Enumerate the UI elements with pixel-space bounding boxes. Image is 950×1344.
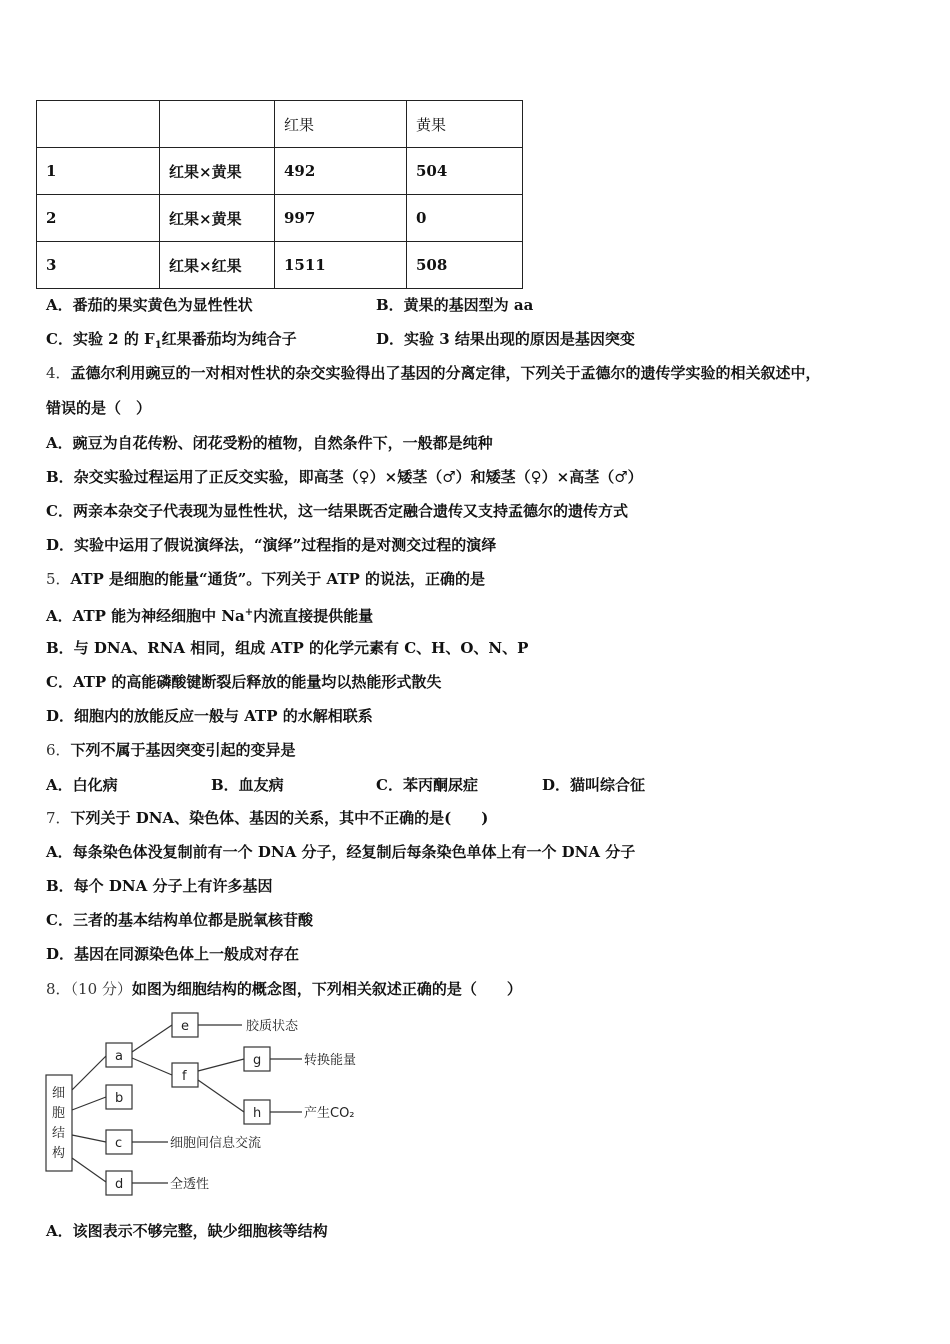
q8-option-a: A．该图表示不够完整，缺少细胞核等结构 [46,1222,328,1240]
table-header-row [37,101,523,148]
q4-option-c: C．两亲本杂交子代表现为显性性状，这一结果既否定融合遗传又支持孟德尔的遗传方式 [46,502,628,520]
label-f: f [182,1069,187,1084]
q5-stem [46,569,485,589]
q5-option-c: C．ATP 的高能磷酸键断裂后释放的能量均以热能形式散失 [46,673,442,691]
experiment-table [36,100,523,289]
table-cell: 997 [275,195,407,242]
connector-f-h [198,1080,244,1112]
q7-number: 7． [46,809,71,827]
q7-option-b: B．每个 DNA 分子上有许多基因 [46,877,273,895]
q6-option-a: A．白化病 [46,776,118,794]
q4-option-d: D．实验中运用了假说演绎法，“演绎”过程指的是对测交过程的演绎 [46,536,497,554]
q5-option-a-text: A．ATP 能为神经细胞中 Na [46,607,245,625]
q3-option-a: A．番茄的果实黄色为显性性状 [46,296,253,314]
q8-stem-text: 如图为细胞结构的概念图，下列相关叙述正确的是（ ） [131,980,522,998]
q4-stem [46,363,821,383]
q5-option-a-sup: + [244,607,254,618]
cell-structure-concept-diagram [44,1008,374,1200]
desc-e: 胶质状态 [246,1019,299,1034]
q4-number: 4． [46,364,71,382]
q5-stem-text: ATP 是细胞的能量“通货”。下列关于 ATP 的说法，正确的是 [70,570,485,588]
table-cell: 504 [407,148,523,195]
label-h: h [253,1106,262,1121]
q5-option-b: B．与 DNA、RNA 相同，组成 ATP 的化学元素有 C、H、O、N、P [46,639,529,657]
q4-option-a: A．豌豆为自花传粉、闭花受粉的植物，自然条件下，一般都是纯种 [46,434,493,452]
label-e: e [181,1019,189,1034]
q3-option-c-text-post: 红果番茄均为纯合子 [161,330,297,348]
table-row [37,148,523,195]
q6-option-b: B．血友病 [211,776,284,794]
root-char: 构 [52,1146,66,1161]
q4-stem-line2: 错误的是（ ） [46,399,152,417]
table-cell: 1 [37,148,160,195]
table-cell: 492 [275,148,407,195]
label-c: c [115,1136,123,1151]
q7-option-a: A．每条染色体没复制前有一个 DNA 分子，经复制后每条染色单体上有一个 DNA 分子 [46,843,636,861]
table-cell: 红果×黄果 [160,148,275,195]
label-b: b [115,1091,124,1106]
table-cell: 0 [407,195,523,242]
root-char: 结 [52,1126,66,1141]
q3-option-c-sub: 1 [154,340,162,351]
q4-option-b: B．杂交实验过程运用了正反交实验，即高茎（♀）×矮茎（♂）和矮茎（♀）×高茎（♂） [46,468,643,486]
q6-stem-text: 下列不属于基因突变引起的变异是 [70,741,296,759]
desc-c: 细胞间信息交流 [170,1136,262,1151]
table-header-cell [37,101,160,148]
root-char: 胞 [52,1106,66,1121]
q6-number: 6． [46,741,71,759]
q5-option-d: D．细胞内的放能反应一般与 ATP 的水解相联系 [46,707,373,725]
q3-option-c [46,328,297,351]
label-a: a [115,1049,123,1064]
connector-a-f [132,1058,172,1075]
q5-option-a [46,603,373,626]
q6-option-d: D．猫叫综合征 [542,776,646,794]
desc-h: 产生CO₂ [304,1106,355,1121]
desc-g: 转换能量 [304,1053,357,1068]
table-header-cell [160,101,275,148]
desc-d: 全透性 [170,1177,210,1192]
connector-root-c [72,1135,106,1142]
table-cell: 红果×红果 [160,242,275,289]
table-header-cell: 红果 [275,101,407,148]
connector-root-a [72,1056,106,1090]
table-cell: 红果×黄果 [160,195,275,242]
table-cell: 3 [37,242,160,289]
table-cell: 2 [37,195,160,242]
q3-option-d: D．实验 3 结果出现的原因是基因突变 [376,330,635,348]
q4-stem-line1: 孟德尔利用豌豆的一对相对性状的杂交实验得出了基因的分离定律，下列关于孟德尔的遗传学实验的相关叙述中， [70,364,821,382]
label-d: d [115,1177,124,1192]
q7-option-d: D．基因在同源染色体上一般成对存在 [46,945,300,963]
q3-option-c-text: C．实验 2 的 F [46,330,155,348]
root-char: 细 [52,1086,66,1101]
q8-score: （10 分） [70,980,132,998]
q8-stem [46,979,522,999]
connector-f-g [198,1059,244,1071]
table-row [37,242,523,289]
q3-option-b: B．黄果的基因型为 aa [376,296,534,314]
q8-number: 8． [46,980,71,998]
connector-root-d [72,1158,106,1182]
label-g: g [253,1053,262,1068]
connector-root-b [72,1097,106,1110]
q5-option-a-text-post: 内流直接提供能量 [253,607,374,625]
table-header-cell: 黄果 [407,101,523,148]
q7-stem [46,808,488,828]
table-row [37,195,523,242]
table-cell: 1511 [275,242,407,289]
q5-number: 5． [46,570,71,588]
q7-stem-text: 下列关于 DNA、染色体、基因的关系，其中不正确的是( ) [70,809,489,827]
table-cell: 508 [407,242,523,289]
connector-a-e [132,1025,172,1052]
q7-option-c: C．三者的基本结构单位都是脱氧核苷酸 [46,911,313,929]
q6-stem [46,740,296,760]
q6-option-c: C．苯丙酮尿症 [376,776,478,794]
